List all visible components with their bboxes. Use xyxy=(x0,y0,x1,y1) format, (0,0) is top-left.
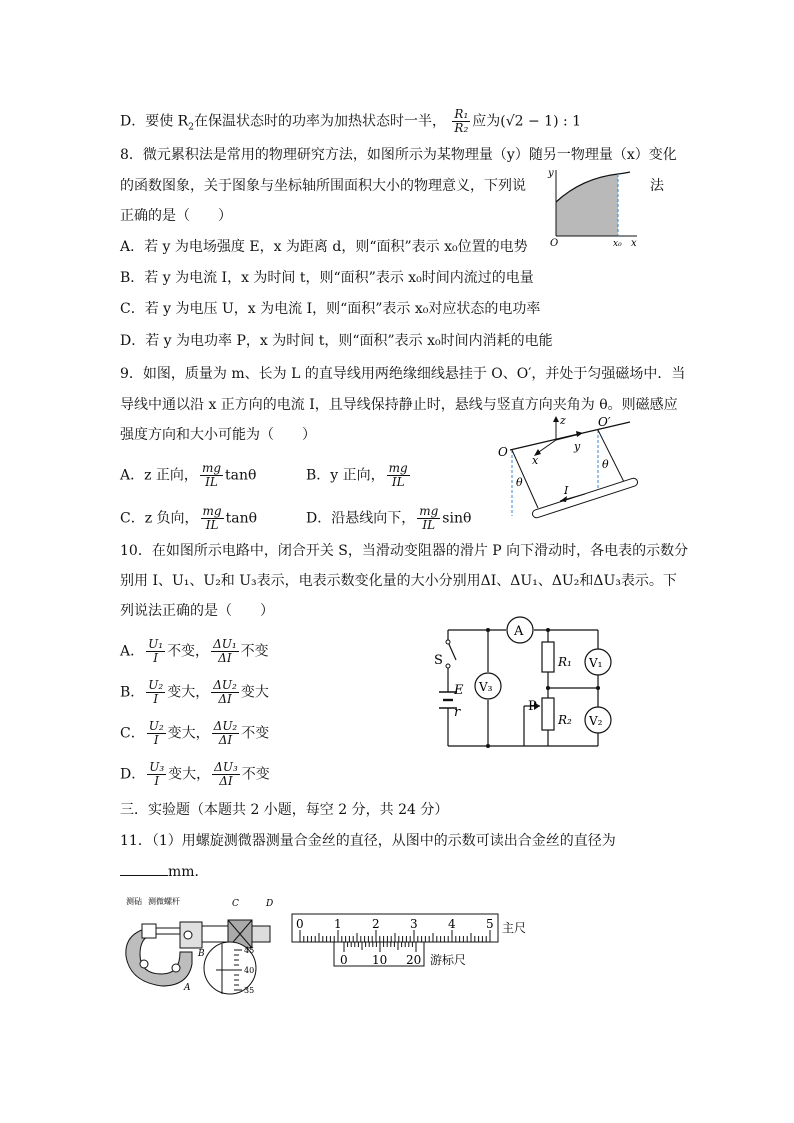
q9-O2-label: O′ xyxy=(598,415,611,429)
micrometer-ratchet-D xyxy=(252,926,270,942)
q10-line3: 列说法正确的是（ ） xyxy=(120,603,274,619)
q8-option-b: B．若 y 为电流 I，x 为时间 t，则“面积”表示 x₀时间内流过的电量 xyxy=(120,270,534,286)
q10b-t1: 变大， xyxy=(167,684,210,701)
q10b-d2: ΔI xyxy=(218,692,232,706)
q8-line3: 正确的是（ ） xyxy=(120,208,232,224)
q9-y-label: y xyxy=(574,440,581,453)
micrometer-lock-screw xyxy=(184,931,192,939)
q10d-d2: ΔI xyxy=(219,774,233,788)
q9d-tail: sinθ xyxy=(442,510,472,527)
micrometer-label-anvil: 测砧 xyxy=(126,897,142,906)
micrometer-sleeve xyxy=(202,926,228,942)
q9c-den: IL xyxy=(205,518,219,532)
q7d-suffix: 应为 xyxy=(472,113,501,130)
micrometer-scale-35: 35 xyxy=(244,986,255,995)
vernier-caliper-figure xyxy=(290,912,535,970)
q10b-d1: I xyxy=(153,692,159,706)
q10c-d2: ΔI xyxy=(218,733,233,747)
q10-node-3 xyxy=(486,628,490,632)
q10c-frac2 xyxy=(212,720,240,747)
q7d-expr: (√2 − 1) : 1 xyxy=(500,113,582,130)
q10-option-c xyxy=(120,720,269,747)
q10a-d1: I xyxy=(153,651,158,665)
vernier-main-num-4: 4 xyxy=(448,917,456,931)
q8-line2a: 的函数图象，关于图象与坐标轴所围面积大小的物理意义，下列说 xyxy=(120,178,526,194)
q10a-n2: ΔU₁ xyxy=(213,637,237,651)
q10-switch xyxy=(448,642,456,660)
q10a-d2: ΔI xyxy=(218,651,232,665)
q9-line3: 强度方向和大小可能为（ ） xyxy=(120,427,316,443)
q9-I-label: I xyxy=(564,484,569,497)
q8-origin-label: O xyxy=(550,238,559,248)
q9-z-label: z xyxy=(560,414,566,427)
q10-option-d xyxy=(120,761,270,788)
q7d-prefix: D．要使 R xyxy=(120,113,189,130)
vernier-main-label: 主尺 xyxy=(502,921,527,935)
q9c-tail: tanθ xyxy=(225,510,258,527)
q10-wires xyxy=(448,630,598,746)
q10b-label: B． xyxy=(120,684,145,701)
q10-label-R2: R₂ xyxy=(558,713,572,727)
vernier-slide-num-10: 10 xyxy=(372,953,388,967)
q9d-num: mg xyxy=(419,504,439,518)
micrometer-scale-45: 45 xyxy=(244,946,255,955)
vernier-main-num-3: 3 xyxy=(410,917,418,931)
vernier-slide-num-20: 20 xyxy=(406,953,422,967)
q9-y-arrowhead xyxy=(576,431,583,437)
vernier-slide-num-0: 0 xyxy=(340,953,348,967)
q7d-middle: 在保温状态时的功率为加热状态时一半， xyxy=(193,113,446,130)
q9d-label: D．沿悬线向下， xyxy=(306,510,416,527)
q9b-num: mg xyxy=(388,461,408,475)
q10c-n2: ΔU₂ xyxy=(213,719,238,733)
q9-option-b xyxy=(306,462,412,489)
q9-theta-left: θ xyxy=(516,476,523,489)
micrometer-frame-screw1 xyxy=(140,960,148,968)
q10-option-a xyxy=(120,638,269,665)
q10-resistor-r1 xyxy=(542,642,554,672)
q10-label-P: P xyxy=(528,699,537,714)
q7-option-d xyxy=(120,108,581,137)
q9a-tail: tanθ xyxy=(225,467,257,484)
micrometer-figure xyxy=(122,894,292,998)
micrometer-label-B: B xyxy=(198,949,205,959)
q9d-frac xyxy=(417,505,440,532)
q10-label-V3: V₃ xyxy=(479,680,493,694)
vernier-main-num-5: 5 xyxy=(486,917,494,931)
q10-label-V1: V₁ xyxy=(589,656,603,670)
q10a-t2: 不变 xyxy=(240,643,269,660)
q8-option-a: A．若 y 为电场强度 E，x 为距离 d，则“面积”表示 x₀位置的电势 xyxy=(120,239,528,255)
q10-switch-pin2 xyxy=(446,664,450,668)
vernier-main-num-2: 2 xyxy=(372,917,380,931)
q10d-n2: ΔU₃ xyxy=(214,760,238,774)
q11-line1: 11．（1）用螺旋测微器测量合金丝的直径，从图中的示数可读出合金丝的直径为 xyxy=(120,833,616,849)
vernier-main-num-0: 0 xyxy=(296,917,304,931)
vernier-main-num-1: 1 xyxy=(334,917,342,931)
q9b-label: B．y 正向， xyxy=(306,467,385,484)
q10b-frac1 xyxy=(146,679,165,706)
q10-label-R1: R₁ xyxy=(558,655,572,669)
q9-line2: 导线中通以沿 x 正方向的电流 I，且导线保持静止时，悬线与竖直方向夹角为 θ。则磁感应 xyxy=(120,397,678,413)
q10a-frac2 xyxy=(211,638,239,665)
micrometer-anvil xyxy=(142,924,156,938)
q10-label-r: r xyxy=(454,705,461,720)
q8-x0-label: x₀ xyxy=(613,239,622,248)
micrometer-label-spindle: 测微螺杆 xyxy=(148,897,180,906)
vernier-slide-label: 游标尺 xyxy=(430,953,467,967)
q10d-frac2 xyxy=(212,761,240,788)
q8-option-c: C．若 y 为电压 U，x 为电流 I，则“面积”表示 x₀对应状态的电功率 xyxy=(120,301,541,317)
q8-option-d: D．若 y 为电功率 P，x 为时间 t，则“面积”表示 x₀时间内消耗的电能 xyxy=(120,333,553,349)
q9-wire-figure xyxy=(490,412,650,520)
q10c-t2: 不变 xyxy=(241,725,270,742)
q7d-frac-den: R₂ xyxy=(454,121,469,135)
q7d-fraction xyxy=(452,108,470,135)
q10-label-E: E xyxy=(454,683,464,698)
q11-blank xyxy=(120,875,168,876)
q9c-frac xyxy=(201,505,224,532)
q10c-d1: I xyxy=(153,733,159,747)
q10a-frac1 xyxy=(146,638,165,665)
q10d-n1: U₃ xyxy=(149,760,165,774)
q9-line1: 9．如图，质量为 m、长为 L 的直导线用两绝缘细线悬挂于 O、O′，并处于匀强磁场中．当 xyxy=(120,366,686,382)
section-heading: 三．实验题（本题共 2 小题，每空 2 分，共 24 分） xyxy=(120,802,449,818)
q10a-n1: U₁ xyxy=(148,637,164,651)
q9-x-label: x xyxy=(532,454,539,467)
q9b-frac xyxy=(387,462,410,489)
q9a-num: mg xyxy=(201,461,221,475)
q10c-frac1 xyxy=(147,720,166,747)
micrometer-label-A: A xyxy=(184,983,191,993)
q10-option-b xyxy=(120,679,269,706)
q10c-n1: U₂ xyxy=(148,719,164,733)
micrometer-frame-screw2 xyxy=(172,964,180,972)
q9d-den: IL xyxy=(422,518,436,532)
q8-line1: 8．微元累积法是常用的物理研究方法，如图所示为某物理量（y）随另一物理量（x）变化 xyxy=(120,147,677,163)
q10-node-2 xyxy=(596,686,600,690)
q9-O-label: O xyxy=(498,445,508,459)
q9-option-d xyxy=(306,505,471,532)
q9c-num: mg xyxy=(202,504,222,518)
q10d-t1: 变大， xyxy=(168,766,211,783)
micrometer-label-C: C xyxy=(232,899,239,909)
micrometer-scale-40: 40 xyxy=(244,966,255,975)
micrometer-label-D: D xyxy=(266,899,274,909)
q8-shaded-area xyxy=(556,174,618,236)
q10-node-1 xyxy=(546,686,550,690)
q7d-sub: 2 xyxy=(188,122,194,133)
q10-label-S: S xyxy=(434,653,443,668)
q9c-label: C．z 负向， xyxy=(120,510,199,527)
q10c-t1: 变大， xyxy=(167,725,210,742)
q9-wire-rod xyxy=(531,477,638,519)
q11-unit: mm． xyxy=(168,864,209,880)
q10a-label: A． xyxy=(120,643,145,660)
q10b-frac2 xyxy=(211,679,239,706)
q7d-frac-num: R₁ xyxy=(454,107,469,121)
q11-answer-line xyxy=(120,862,209,882)
q10-node-5 xyxy=(546,628,550,632)
q9a-frac xyxy=(200,462,223,489)
q9b-den: IL xyxy=(391,475,405,489)
q10b-n2: ΔU₂ xyxy=(213,678,237,692)
q10c-label: C． xyxy=(120,725,145,742)
q9a-den: IL xyxy=(205,475,218,489)
q9-option-c xyxy=(120,505,257,532)
q10-switch-pin1 xyxy=(446,640,450,644)
q8-graph-figure xyxy=(542,164,652,248)
q10d-t2: 不变 xyxy=(241,766,270,783)
q10b-t2: 变大 xyxy=(240,684,269,701)
q10d-label: D． xyxy=(120,766,146,783)
q9-theta-right: θ xyxy=(602,458,609,471)
q9a-label: A．z 正向， xyxy=(120,467,198,484)
q10-node-4 xyxy=(486,744,490,748)
q8-y-label: y xyxy=(548,168,554,179)
q10d-frac1 xyxy=(147,761,166,788)
q8-x-label: x xyxy=(631,238,637,248)
q9-z-arrowhead xyxy=(553,416,559,422)
q10a-t1: 不变， xyxy=(167,643,210,660)
q8-line2b: 法 xyxy=(650,178,664,194)
q10b-n1: U₂ xyxy=(148,678,164,692)
q10-circuit-figure xyxy=(430,612,620,752)
q10d-d1: I xyxy=(154,774,160,788)
q10-line2: 别用 I、U₁、U₂和 U₃表示，电表示数变化量的大小分别用ΔI、ΔU₁、ΔU₂和ΔU₃表示。下 xyxy=(120,573,677,589)
q10-label-V2: V₂ xyxy=(589,714,603,728)
q10-line1: 10．在如图所示电路中，闭合开关 S，当滑动变阻器的滑片 P 向下滑动时，各电表的示数分 xyxy=(120,543,689,559)
q10-resistor-r2 xyxy=(542,698,554,730)
q9-option-a xyxy=(120,462,256,489)
q10-label-A: A xyxy=(514,624,524,639)
